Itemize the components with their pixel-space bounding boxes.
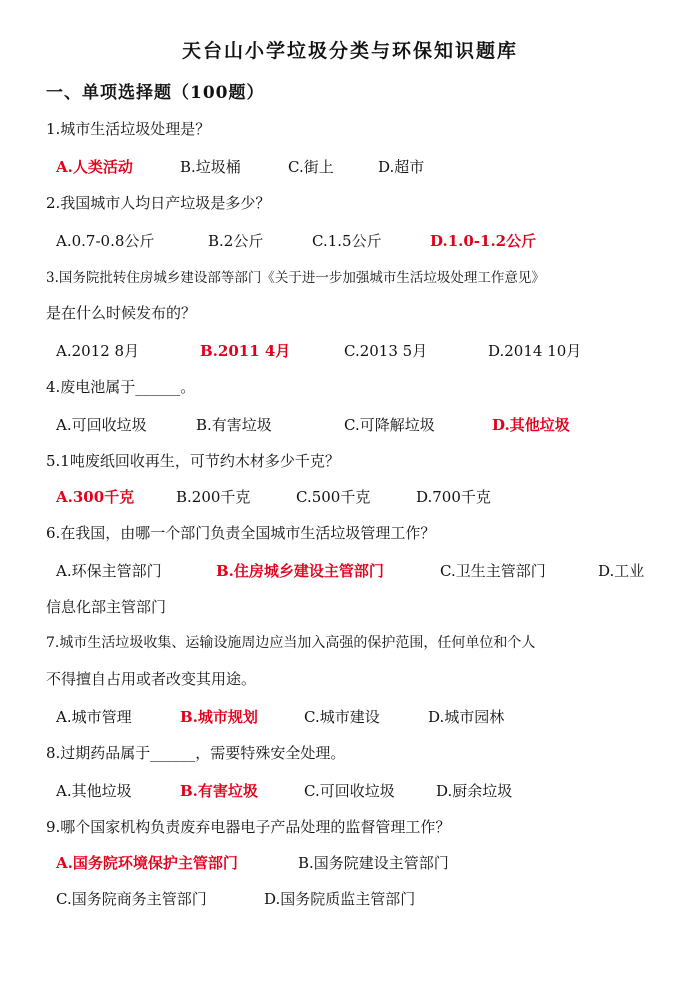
q4-option-c: C.可降解垃圾	[344, 416, 435, 434]
q2-option-c: C.1.5公斤	[312, 232, 382, 250]
page-title: 天台山小学垃圾分类与环保知识题库	[181, 40, 518, 62]
q7-option-c: C.城市建设	[304, 708, 380, 726]
question-9-stem: 9.哪个国家机构负责废弃电器电子产品处理的监督管理工作？	[46, 818, 451, 836]
q3-option-a: A.2012 8月	[56, 342, 140, 360]
q3-option-c: C.2013 5月	[344, 342, 428, 360]
question-3-stem-cont: 是在什么时候发布的？	[46, 304, 197, 322]
q6-option-a: A.环保主管部门	[56, 562, 162, 580]
q1-option-a: A.人类活动	[56, 158, 133, 176]
q4-option-b: B.有害垃圾	[196, 416, 272, 434]
question-4-stem: 4.废电池属于______。	[46, 378, 196, 396]
section-heading: 一、单项选择题（100题）	[46, 83, 265, 103]
q7-option-d: D.城市园林	[428, 708, 505, 726]
question-7-stem: 7.城市生活垃圾收集、运输设施周边应当加入高强的保护范围，任何单位和个人	[46, 635, 536, 651]
q1-option-b: B.垃圾桶	[180, 158, 241, 176]
q2-option-a: A.0.7-0.8公斤	[56, 232, 155, 250]
q9-option-c: C.国务院商务主管部门	[56, 890, 207, 908]
question-5-stem: 5.1吨废纸回收再生，可节约木材多少千克？	[46, 452, 340, 470]
q4-option-a: A.可回收垃圾	[56, 416, 147, 434]
q1-option-d: D.超市	[378, 158, 425, 176]
q5-option-d: D.700千克	[416, 488, 491, 506]
q8-option-c: C.可回收垃圾	[304, 782, 395, 800]
q2-option-b: B.2公斤	[208, 232, 264, 250]
q7-option-b: B.城市规划	[180, 708, 258, 726]
question-1-stem: 1.城市生活垃圾处理是？	[46, 120, 211, 138]
q4-option-d: D.其他垃圾	[492, 416, 570, 434]
q2-option-d: D.1.0-1.2公斤	[430, 232, 537, 250]
question-2-stem: 2.我国城市人均日产垃圾是多少？	[46, 194, 271, 212]
q3-option-b: B.2011 4月	[200, 342, 291, 360]
q8-option-b: B.有害垃圾	[180, 782, 258, 800]
question-8-stem: 8.过期药品属于______，需要特殊安全处理。	[46, 744, 346, 762]
q9-option-a: A.国务院环境保护主管部门	[56, 854, 238, 872]
q6-option-d: D.工业	[598, 562, 645, 580]
q9-option-d: D.国务院质监主管部门	[264, 890, 416, 908]
q1-option-c: C.街上	[288, 158, 334, 176]
q5-option-b: B.200千克	[176, 488, 251, 506]
q5-option-a: A.300千克	[56, 488, 135, 506]
question-7-stem-cont: 不得擅自占用或者改变其用途。	[46, 670, 257, 688]
q7-option-a: A.城市管理	[56, 708, 132, 726]
question-6-stem: 6.在我国，由哪一个部门负责全国城市生活垃圾管理工作？	[46, 524, 436, 542]
q8-option-d: D.厨余垃圾	[436, 782, 513, 800]
q3-option-d: D.2014 10月	[488, 342, 582, 360]
q8-option-a: A.其他垃圾	[56, 782, 132, 800]
q6-option-d-cont: 信息化部主管部门	[46, 598, 167, 616]
q5-option-c: C.500千克	[296, 488, 371, 506]
q9-option-b: B.国务院建设主管部门	[298, 854, 449, 872]
question-3-stem: 3.国务院批转住房城乡建设部等部门《关于进一步加强城市生活垃圾处理工作意见》	[46, 270, 545, 286]
q6-option-c: C.卫生主管部门	[440, 562, 546, 580]
q6-option-b: B.住房城乡建设主管部门	[216, 562, 384, 580]
